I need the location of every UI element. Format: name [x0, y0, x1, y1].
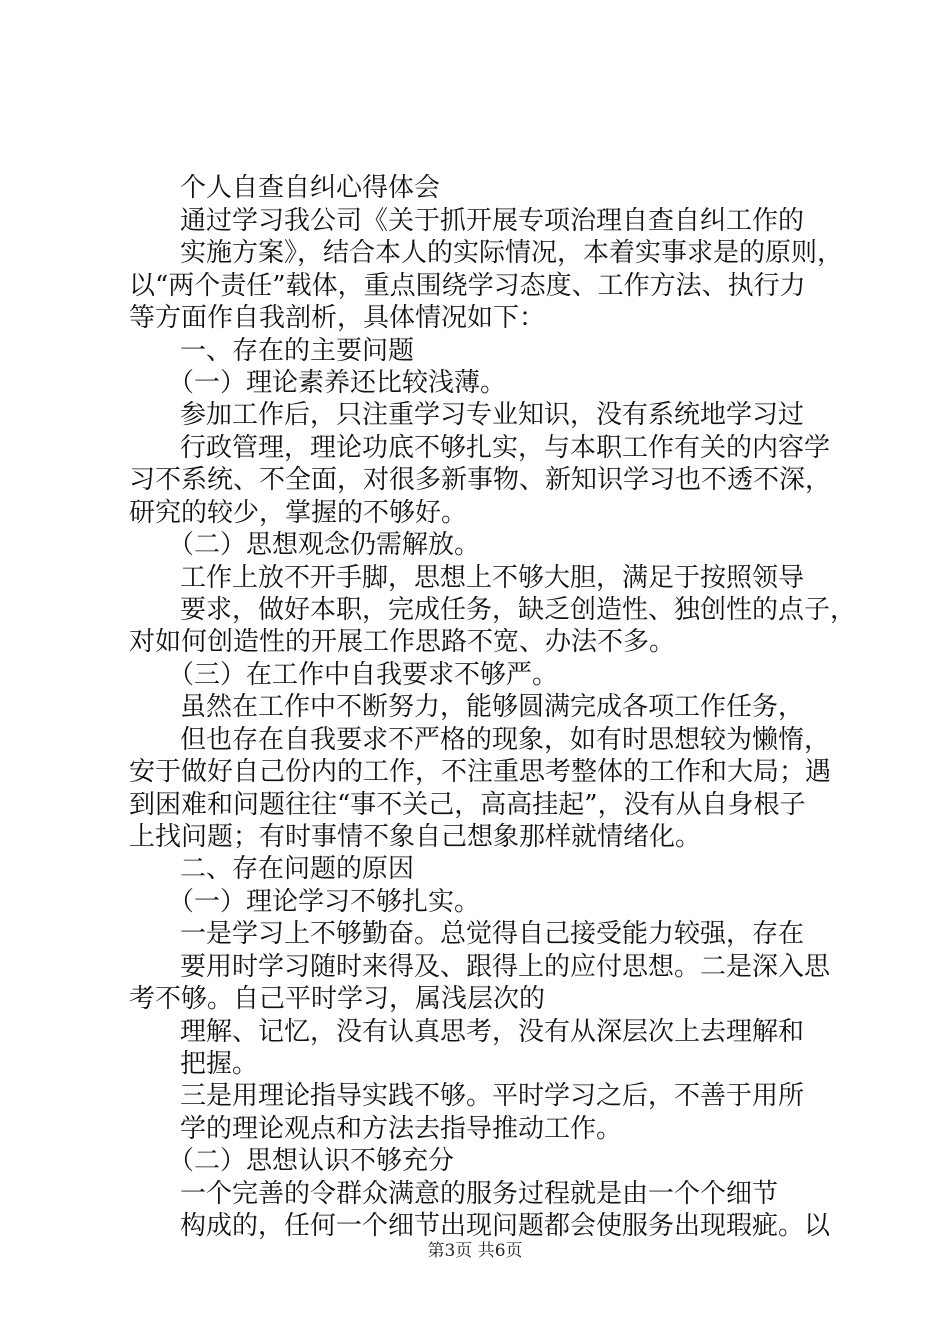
paragraph-line: 但也存在自我要求不严格的现象，如有时思想较为懒惰， [180, 725, 831, 755]
section-heading: 二、存在问题的原因 [180, 854, 415, 884]
paragraph-line: 等方面作自我剖析，具体情况如下： [129, 303, 546, 333]
subsection-heading: （一）理论素养还比较浅薄。 [168, 368, 507, 398]
page-number-footer: 第3页 共6页 [427, 1241, 523, 1261]
paragraph-line: 一个完善的令群众满意的服务过程就是由一个个细节 [180, 1179, 779, 1209]
subsection-heading: （二）思想观念仍需解放。 [168, 530, 481, 560]
subsection-heading: （三）在工作中自我要求不够严。 [168, 660, 559, 690]
paragraph-line: 理解、记忆，没有认真思考，没有从深层次上去理解和 [180, 1017, 805, 1047]
paragraph-line: 行政管理，理论功底不够扎实，与本职工作有关的内容学 [180, 433, 831, 463]
paragraph-line: 到困难和问题往往“事不关己，高高挂起”，没有从自身根子 [129, 790, 806, 820]
section-heading: 一、存在的主要问题 [180, 336, 415, 366]
subsection-heading: （一）理论学习不够扎实。 [168, 887, 481, 917]
paragraph-line: 安于做好自己份内的工作，不注重思考整体的工作和大局；遇 [129, 757, 832, 787]
paragraph-line: 构成的，任何一个细节出现问题都会使服务出现瑕疵。以 [180, 1211, 831, 1241]
paragraph-line: 对如何创造性的开展工作思路不宽、办法不多。 [129, 627, 676, 657]
paragraph-line: 习不系统、不全面，对很多新事物、新知识学习也不透不深， [129, 465, 832, 495]
paragraph-line: 把握。 [180, 1049, 259, 1079]
paragraph-line: 以“两个责任”载体，重点围绕学习态度、工作方法、执行力 [129, 271, 806, 301]
paragraph-line: 工作上放不开手脚，思想上不够大胆，满足于按照领导 [180, 563, 805, 593]
paragraph-line: 一是学习上不够勤奋。总觉得自己接受能力较强，存在 [180, 919, 805, 949]
paragraph-line: 要求，做好本职，完成任务，缺乏创造性、独创性的点子， [180, 595, 857, 625]
subsection-heading: （二）思想认识不够充分 [168, 1146, 455, 1176]
document-title: 个人自查自纠心得体会 [180, 173, 441, 203]
paragraph-line: 研究的较少，掌握的不够好。 [129, 498, 468, 528]
paragraph-line: 实施方案》，结合本人的实际情况，本着实事求是的原则， [180, 238, 844, 268]
paragraph-line: 通过学习我公司《关于抓开展专项治理自查自纠工作的 [180, 206, 805, 236]
paragraph-line: 参加工作后，只注重学习专业知识，没有系统地学习过 [180, 400, 805, 430]
paragraph-line: 上找问题；有时事情不象自己想象那样就情绪化。 [129, 822, 702, 852]
paragraph-line: 三是用理论指导实践不够。平时学习之后，不善于用所 [180, 1081, 805, 1111]
paragraph-line: 考不够。自己平时学习，属浅层次的 [129, 984, 546, 1014]
paragraph-line: 虽然在工作中不断努力，能够圆满完成各项工作任务， [180, 692, 805, 722]
paragraph-line: 学的理论观点和方法去指导推动工作。 [180, 1114, 623, 1144]
paragraph-line: 要用时学习随时来得及、跟得上的应付思想。二是深入思 [180, 952, 831, 982]
